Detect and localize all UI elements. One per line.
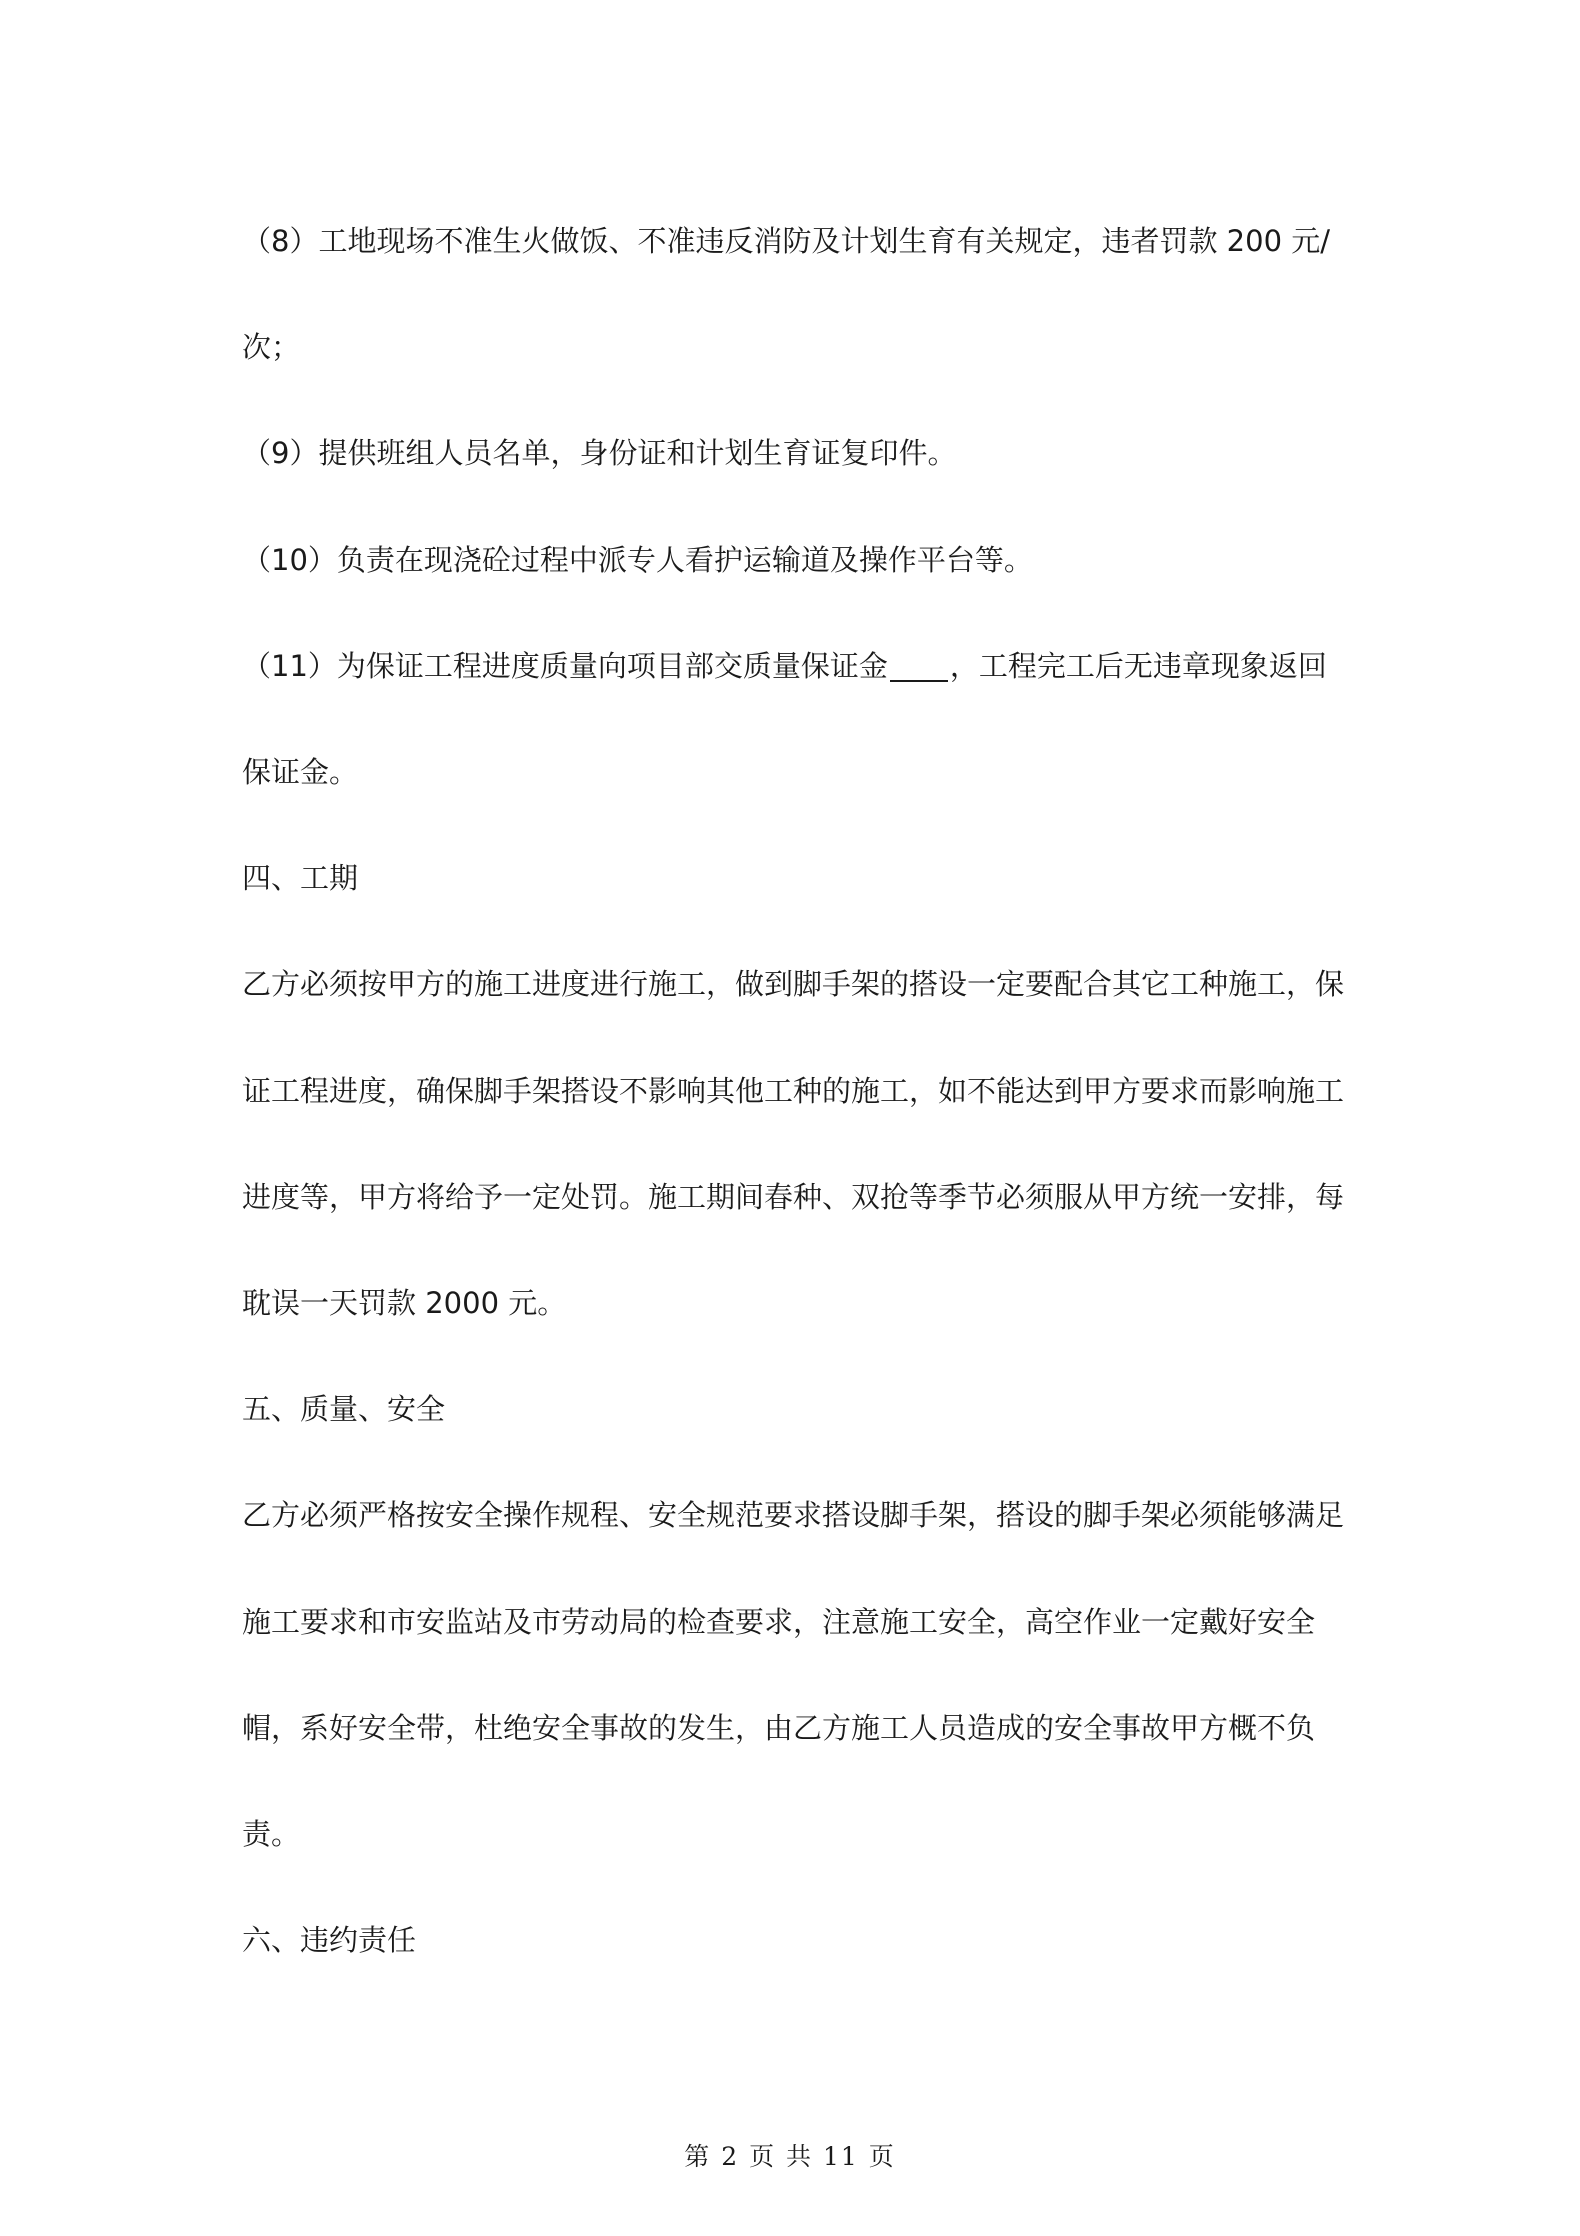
deposit-blank-line — [890, 651, 948, 682]
section-5-body: 乙方必须严格按安全操作规程、安全规范要求搭设脚手架，搭设的脚手架必须能够满足施工要求和市安监站及市劳动局的检查要求，注意施工安全，高空作业一定戴好安全帽，系好安全带，杜绝安全事故的发生，由乙方施工人员造成的安全事故甲方概不负责。 — [242, 1498, 1345, 1852]
section-4-heading: 四、工期 — [242, 861, 359, 896]
document-body — [242, 188, 1354, 1993]
clause-10: （10）负责在现浇砼过程中派专人看护运输道及操作平台等。 — [242, 542, 1033, 577]
clause-11-text-before: （11）为保证工程进度质量向项目部交质量保证金 — [242, 648, 888, 683]
section-4-body: 乙方必须按甲方的施工进度进行施工，做到脚手架的搭设一定要配合其它工种施工，保证工程进度，确保脚手架搭设不影响其他工种的施工，如不能达到甲方要求而影响施工进度等，甲方将给予一定处罚。施工期间春种、双抢等季节必须服从甲方统一安排，每耽误一天罚款 2000 元。 — [242, 967, 1345, 1321]
clause-11-text-after: ，工程完工后无违章现象返回保证金。 — [242, 648, 1327, 790]
clause-9: （9）提供班组人员名单，身份证和计划生育证复印件。 — [242, 436, 957, 471]
clause-8: （8）工地现场不准生火做饭、不准违反消防及计划生育有关规定，违者罚款 200 元/次； — [242, 224, 1331, 365]
section-5-heading: 五、质量、安全 — [242, 1392, 446, 1427]
page-number-footer: 第 2 页 共 11 页 — [684, 2142, 896, 2171]
section-6-heading: 六、违约责任 — [242, 1923, 417, 1958]
clause-11 — [242, 613, 1354, 825]
